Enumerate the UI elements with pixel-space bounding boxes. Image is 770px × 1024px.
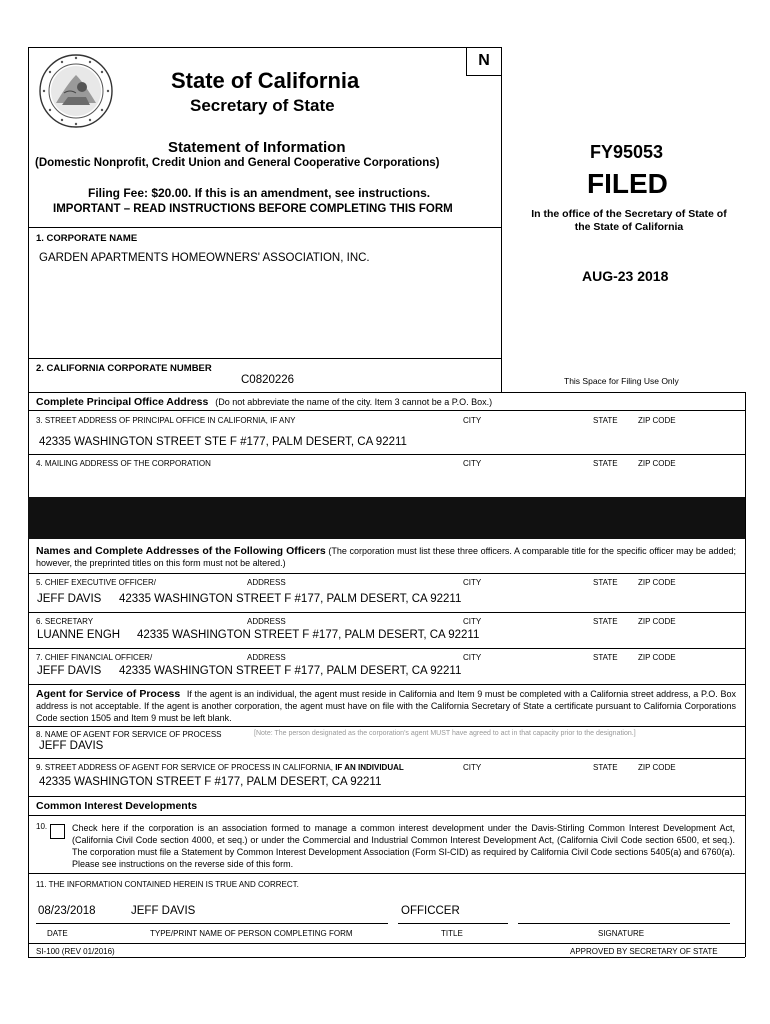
blank-black-band (28, 497, 745, 539)
signature-title-value[interactable]: OFFICCER (401, 905, 460, 917)
principal-heading-row (36, 396, 492, 408)
item9-city-label: CITY (463, 763, 482, 772)
state-seal (38, 53, 114, 129)
item5-address-label: ADDRESS (247, 578, 286, 587)
item5-city-label: CITY (463, 578, 482, 587)
item6-city-label: CITY (463, 617, 482, 626)
item9-label-text: 9. STREET ADDRESS OF AGENT FOR SERVICE OF PROCESS IN CALIFORNIA, (36, 763, 333, 772)
item4-state-label: STATE (593, 459, 618, 468)
filing-office-line: In the office of the Secretary of State of the State of California (531, 208, 727, 233)
signature-date-value[interactable]: 08/23/2018 (38, 905, 96, 917)
cfo-name-value[interactable]: JEFF DAVIS (37, 665, 102, 677)
agent-note: If the agent is an individual, the agent must reside in California and Item 9 must be completed with a California street address, a P.O. Box address is not acceptable. If the agent is another corporation, the agent must have on file with the California Secretary of State a certificate pursuant to California Corporations Code section 1505 and Item 9 must be left blank. (36, 689, 736, 723)
filing-status: FILED (587, 168, 668, 199)
item3-state-label: STATE (593, 416, 618, 425)
filing-fee: Filing Fee: $20.00. If this is an amendment, see instructions. (88, 186, 431, 200)
office-title: Secretary of State (190, 96, 335, 115)
corporate-name-value[interactable]: GARDEN APARTMENTS HOMEOWNERS' ASSOCIATION, INC. (39, 252, 370, 264)
item6-address-label: ADDRESS (247, 617, 286, 626)
agent-address-value[interactable]: 42335 WASHINGTON STREET F #177, PALM DESERT, CA 92211 (39, 776, 382, 788)
item9-state-label: STATE (593, 763, 618, 772)
cfo-address-value[interactable]: 42335 WASHINGTON STREET F #177, PALM DESERT, CA 92211 (119, 665, 462, 677)
item4-city-label: CITY (463, 459, 482, 468)
item10-num: 10. (36, 822, 48, 831)
signature-label: SIGNATURE (598, 929, 645, 938)
cid-heading: Common Interest Developments (36, 800, 198, 812)
item9-label (36, 763, 404, 772)
item9-zip-label: ZIP CODE (638, 763, 676, 772)
agent-name-value[interactable]: JEFF DAVIS (39, 740, 104, 752)
item6-zip-label: ZIP CODE (638, 617, 676, 626)
item7-city-label: CITY (463, 653, 482, 662)
officers-heading-block (36, 545, 736, 569)
date-label: DATE (47, 929, 68, 938)
item7-zip-label: ZIP CODE (638, 653, 676, 662)
agent-heading-block (36, 688, 736, 724)
item3-zip-label: ZIP CODE (638, 416, 676, 425)
item3-city-label: CITY (463, 416, 482, 425)
item11-label: 11. THE INFORMATION CONTAINED HEREIN IS TRUE AND CORRECT. (36, 880, 299, 889)
principal-address-value[interactable]: 42335 WASHINGTON STREET STE F #177, PALM DESERT, CA 92211 (39, 436, 407, 448)
cid-checkbox[interactable] (50, 824, 65, 839)
form-title: Statement of Information (168, 139, 346, 156)
item7-address-label: ADDRESS (247, 653, 286, 662)
important-note: IMPORTANT – READ INSTRUCTIONS BEFORE COMPLETING THIS FORM (53, 203, 453, 215)
name-label: TYPE/PRINT NAME OF PERSON COMPLETING FORM (150, 929, 353, 938)
ceo-name-value[interactable]: JEFF DAVIS (37, 593, 102, 605)
item8-label: 8. NAME OF AGENT FOR SERVICE OF PROCESS (36, 730, 222, 739)
principal-heading: Complete Principal Office Address (36, 396, 209, 408)
corner-letter-box (466, 47, 501, 76)
item2-label: 2. CALIFORNIA CORPORATE NUMBER (36, 363, 212, 374)
principal-note: (Do not abbreviate the name of the city. Item 3 cannot be a P.O. Box.) (215, 397, 493, 407)
officers-note: (The corporation must list these three officers. A comparable title for the specific officer may be added; however, the preprinted titles on this form must not be altered.) (36, 546, 736, 568)
corner-letter: N (478, 52, 490, 69)
state-title: State of California (171, 68, 360, 93)
item10-text: Check here if the corporation is an association formed to manage a common interest development under the Davis-Stirling Common Interest Development Act, (California Civil Code section 4000, et seq.) or under the Commercial and Industrial Common Interest Development Act, (California Civil Code section 6500, et seq.). The corporation must file a Statement by Common Interest Development Association (Form SI-CID) as required by California Civil Code sections 5405(a) and 6760(a). Please see instructions on the reverse side of this form. (72, 823, 735, 869)
item5-zip-label: ZIP CODE (638, 578, 676, 587)
item1-label: 1. CORPORATE NAME (36, 233, 138, 244)
filing-number: FY95053 (590, 142, 664, 162)
title-label: TITLE (441, 929, 463, 938)
signature-name-value[interactable]: JEFF DAVIS (131, 905, 196, 917)
agent-heading: Agent for Service of Process (36, 688, 181, 700)
secretary-name-value[interactable]: LUANNE ENGH (37, 629, 121, 641)
item9-label-bold: IF AN INDIVIDUAL (335, 763, 404, 772)
item3-label: 3. STREET ADDRESS OF PRINCIPAL OFFICE IN CALIFORNIA, IF ANY (36, 416, 296, 425)
signature-line-left (36, 923, 388, 924)
secretary-address-value[interactable]: 42335 WASHINGTON STREET F #177, PALM DESERT, CA 92211 (137, 629, 480, 641)
item4-zip-label: ZIP CODE (638, 459, 676, 468)
ceo-address-value[interactable]: 42335 WASHINGTON STREET F #177, PALM DESERT, CA 92211 (119, 593, 462, 605)
item7-label: 7. CHIEF FINANCIAL OFFICER/ (36, 653, 153, 662)
corporate-number-value[interactable]: C0820226 (241, 374, 295, 386)
item5-state-label: STATE (593, 578, 618, 587)
item6-state-label: STATE (593, 617, 618, 626)
form-id: SI-100 (REV 01/2016) (36, 947, 115, 956)
filing-space-note: This Space for Filing Use Only (564, 376, 679, 386)
item4-label: 4. MAILING ADDRESS OF THE CORPORATION (36, 459, 211, 468)
item6-label: 6. SECRETARY (36, 617, 94, 626)
item5-label: 5. CHIEF EXECUTIVE OFFICER/ (36, 578, 157, 587)
signature-line-sign (518, 923, 730, 924)
officers-heading: Names and Complete Addresses of the Following Officers (36, 545, 326, 557)
approved-note: APPROVED BY SECRETARY OF STATE (570, 947, 718, 956)
form-subtitle: (Domestic Nonprofit, Credit Union and General Cooperative Corporations) (35, 157, 440, 169)
item7-state-label: STATE (593, 653, 618, 662)
item8-hint: [Note: The person designated as the corporation's agent MUST have agreed to act in that capacity prior to the designation.] (254, 730, 636, 737)
signature-line-title (398, 923, 508, 924)
filing-date: AUG-23 2018 (582, 268, 669, 284)
